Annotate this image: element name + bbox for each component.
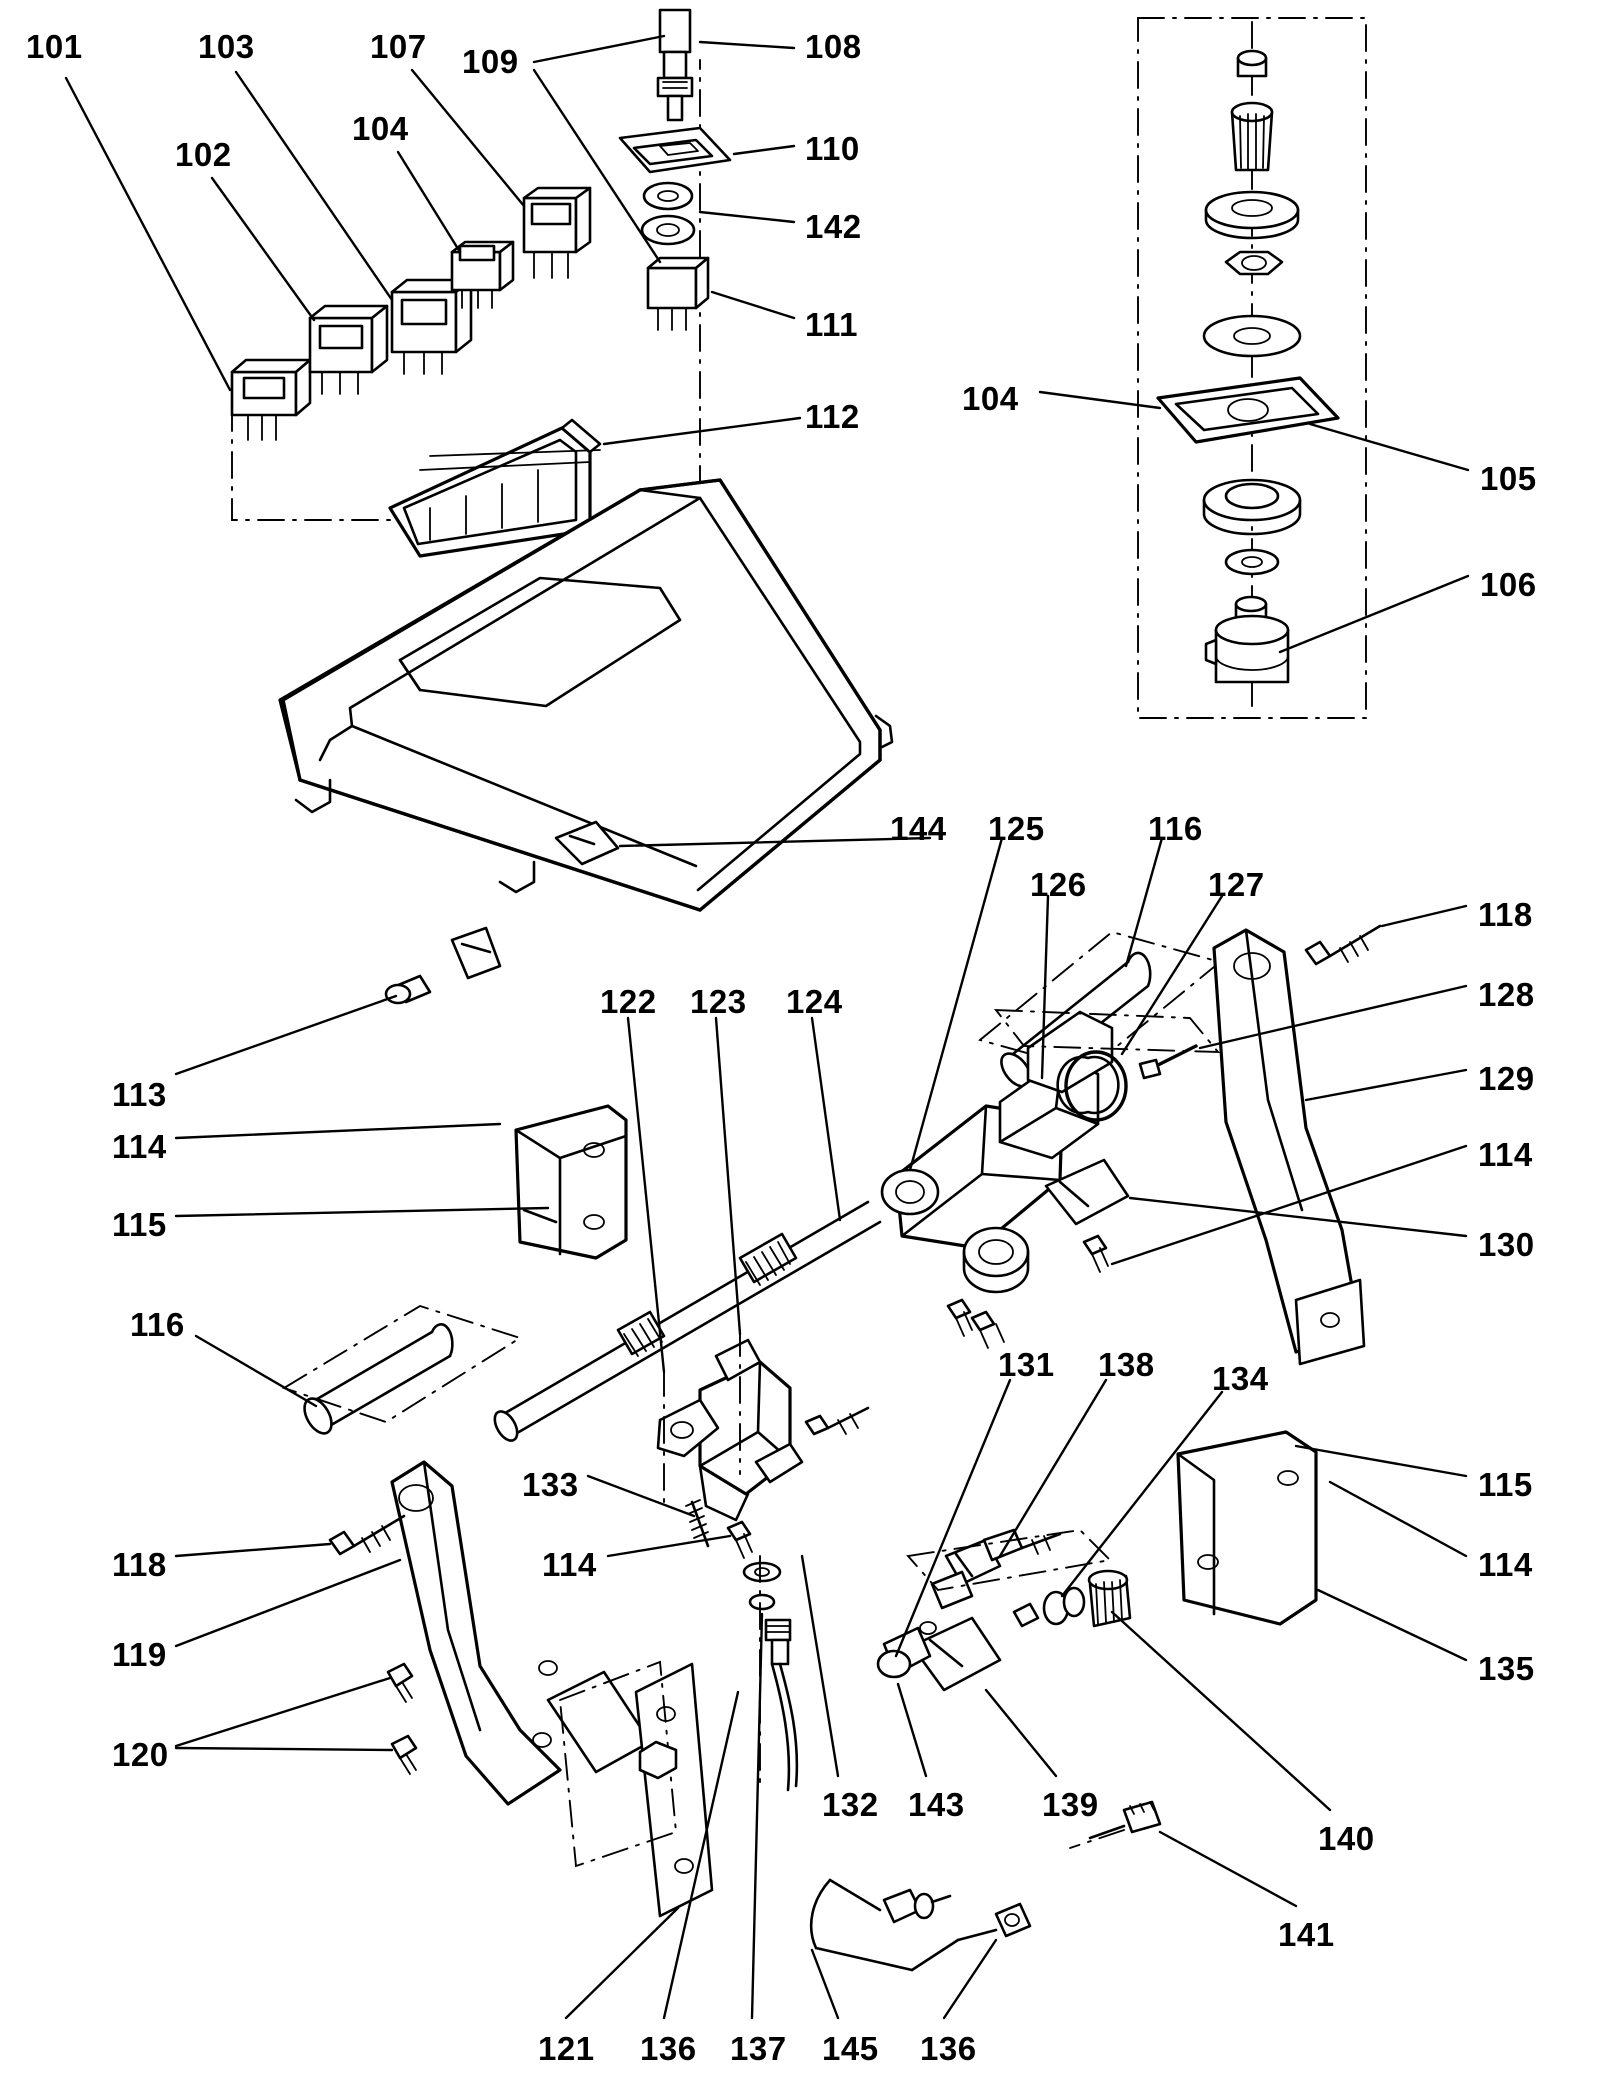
part-103-switch bbox=[392, 280, 471, 374]
callout-145: 145 bbox=[822, 2030, 879, 2067]
part-116-sleeve-lower bbox=[284, 1306, 520, 1438]
callout-122: 122 bbox=[600, 983, 657, 1020]
callout-113: 113 bbox=[112, 1076, 167, 1113]
lower-right-cluster bbox=[811, 1530, 1160, 1970]
callout-116-left: 116 bbox=[130, 1306, 185, 1343]
callout-133: 133 bbox=[522, 1466, 579, 1503]
part-115-cover-left bbox=[516, 1106, 626, 1258]
callout-103: 103 bbox=[198, 28, 255, 65]
callout-106: 106 bbox=[1480, 566, 1537, 603]
callout-114-left-upper: 114 bbox=[112, 1128, 167, 1165]
callout-119: 119 bbox=[112, 1636, 167, 1673]
callout-115-left: 115 bbox=[112, 1206, 167, 1243]
part-115-cover-right bbox=[1178, 1432, 1316, 1624]
callout-135: 135 bbox=[1478, 1650, 1535, 1687]
part-119-bracket-arm bbox=[388, 1462, 712, 1916]
part-110-bezel bbox=[620, 128, 730, 172]
callout-136-right: 136 bbox=[920, 2030, 977, 2067]
callout-137: 137 bbox=[730, 2030, 787, 2067]
callout-115-right: 115 bbox=[1478, 1466, 1533, 1503]
callout-142: 142 bbox=[805, 208, 862, 245]
callout-138: 138 bbox=[1098, 1346, 1155, 1383]
callout-104-right: 104 bbox=[962, 380, 1019, 417]
callout-127: 127 bbox=[1208, 866, 1265, 903]
callout-134: 134 bbox=[1212, 1360, 1269, 1397]
callout-102: 102 bbox=[175, 136, 232, 173]
callout-126: 126 bbox=[1030, 866, 1087, 903]
part-118-bolt-upper bbox=[1306, 926, 1380, 964]
callout-107: 107 bbox=[370, 28, 427, 65]
part-111-switch-body bbox=[648, 258, 708, 330]
callout-139: 139 bbox=[1042, 1786, 1099, 1823]
callout-114-right-upper: 114 bbox=[1478, 1136, 1533, 1173]
callout-120: 120 bbox=[112, 1736, 169, 1773]
part-108-plunger bbox=[658, 10, 692, 120]
callout-129: 129 bbox=[1478, 1060, 1535, 1097]
callout-118-lower: 118 bbox=[112, 1546, 167, 1583]
part-118-bolt-lower bbox=[330, 1516, 404, 1554]
callout-114-right-lower: 114 bbox=[1478, 1546, 1533, 1583]
callout-124: 124 bbox=[786, 983, 843, 1020]
callout-109: 109 bbox=[462, 43, 519, 80]
callout-110: 110 bbox=[805, 130, 860, 167]
callout-104-upper-left: 104 bbox=[352, 110, 409, 147]
callout-121: 121 bbox=[538, 2030, 595, 2067]
callout-101: 101 bbox=[26, 28, 83, 65]
callout-140: 140 bbox=[1318, 1820, 1375, 1857]
callout-143: 143 bbox=[908, 1786, 965, 1823]
housing-cluster bbox=[882, 1010, 1218, 1348]
column-group-right bbox=[1158, 22, 1338, 714]
callout-141: 141 bbox=[1278, 1916, 1335, 1953]
callout-112: 112 bbox=[805, 398, 860, 435]
callout-114-mid: 114 bbox=[542, 1546, 597, 1583]
console-body bbox=[280, 480, 892, 1003]
part-142-washers bbox=[642, 183, 694, 244]
callout-125: 125 bbox=[988, 810, 1045, 847]
callout-130: 130 bbox=[1478, 1226, 1535, 1263]
callout-136-left: 136 bbox=[640, 2030, 697, 2067]
callout-105: 105 bbox=[1480, 460, 1537, 497]
part-107-rocker bbox=[524, 188, 590, 278]
callout-123: 123 bbox=[690, 983, 747, 1020]
callout-132: 132 bbox=[822, 1786, 879, 1823]
part-102-switch bbox=[310, 306, 387, 394]
callout-144: 144 bbox=[890, 810, 947, 847]
part-129-bracket-arm bbox=[1214, 930, 1364, 1364]
callout-128: 128 bbox=[1478, 976, 1535, 1013]
callout-116-upper: 116 bbox=[1148, 810, 1203, 847]
callout-118-upper: 118 bbox=[1478, 896, 1533, 933]
part-101-switch bbox=[232, 360, 310, 440]
callout-111: 111 bbox=[805, 306, 858, 343]
callout-131: 131 bbox=[998, 1346, 1055, 1383]
callout-108: 108 bbox=[805, 28, 862, 65]
